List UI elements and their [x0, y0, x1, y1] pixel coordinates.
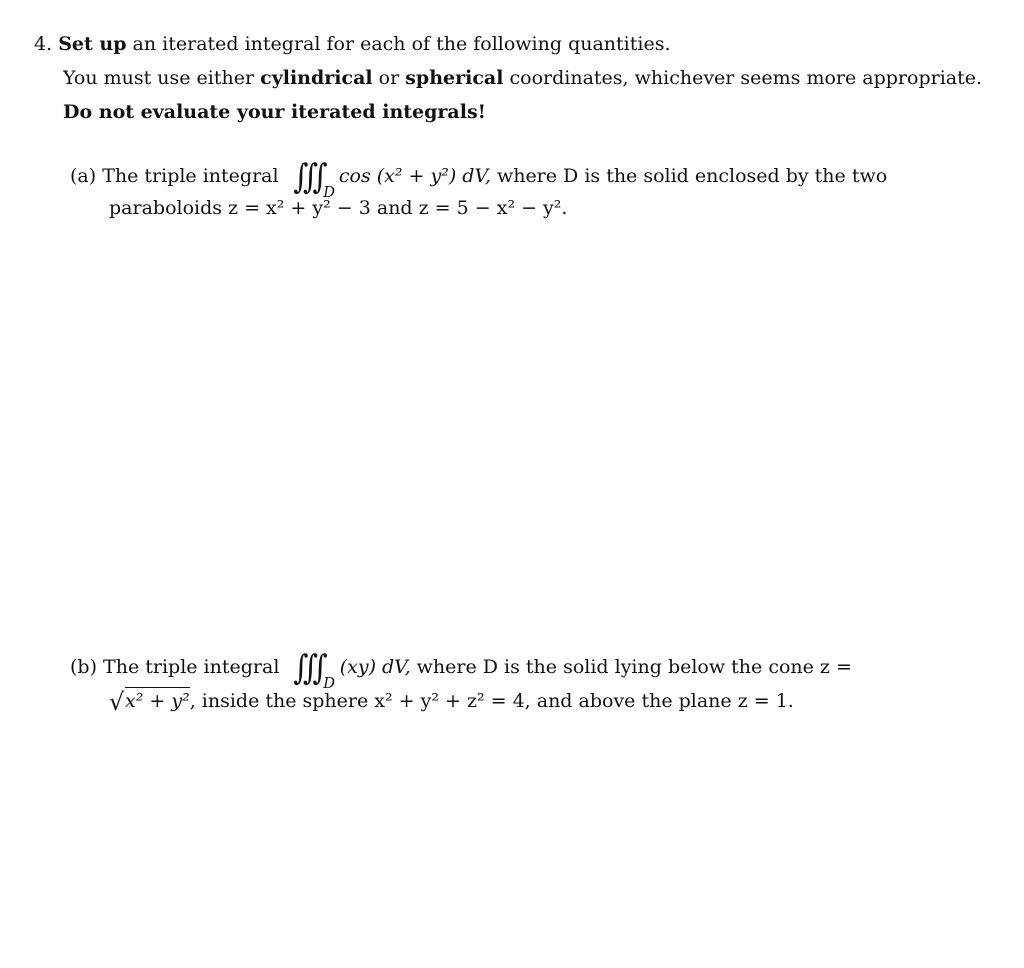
part-a-label: (a): [70, 165, 97, 187]
part-b-integrand: (xy) dV,: [339, 656, 411, 678]
instr-spherical: spherical: [405, 67, 504, 89]
part-b-label: (b): [70, 656, 97, 678]
instr-or: or: [378, 67, 400, 89]
part-b-line2-rest: , inside the sphere x² + y² + z² = 4, and above the plane z = 1.: [189, 690, 794, 712]
instructions: [63, 69, 982, 88]
part-a-lead: The triple integral: [102, 165, 279, 187]
warning: Do not evaluate your iterated integrals!: [63, 101, 486, 123]
integral-domain: D: [322, 183, 335, 201]
sqrt-icon: √: [109, 688, 125, 716]
problem-number: 4.: [34, 33, 53, 55]
instr-post: coordinates, whichever seems more appropriate.: [509, 67, 983, 89]
part-b-desc: where D is the solid lying below the cone z =: [416, 656, 852, 678]
triple-integral-symbol: ∭ D: [293, 648, 336, 692]
part-b-line2: [109, 688, 794, 716]
part-a-desc: where D is the solid enclosed by the two: [496, 165, 888, 187]
triple-integral-symbol: ∭ D: [293, 157, 335, 201]
problem-heading: [34, 35, 671, 54]
integral-domain: D: [323, 674, 336, 692]
part-b-line1: [70, 648, 852, 692]
part-a-line1: [70, 157, 888, 201]
instr-pre: You must use either: [63, 67, 255, 89]
part-b-lead: The triple integral: [103, 656, 280, 678]
heading-rest: an iterated integral for each of the following quantities.: [132, 33, 671, 55]
heading-bold: Set up: [58, 33, 127, 55]
part-a-line2: paraboloids z = x² + y² − 3 and z = 5 − x² − y².: [109, 197, 568, 219]
part-a-integrand: cos (x² + y²) dV,: [338, 165, 491, 187]
radicand: x² + y²: [125, 687, 190, 712]
instr-cylindrical: cylindrical: [260, 67, 373, 89]
square-root: [109, 688, 190, 716]
